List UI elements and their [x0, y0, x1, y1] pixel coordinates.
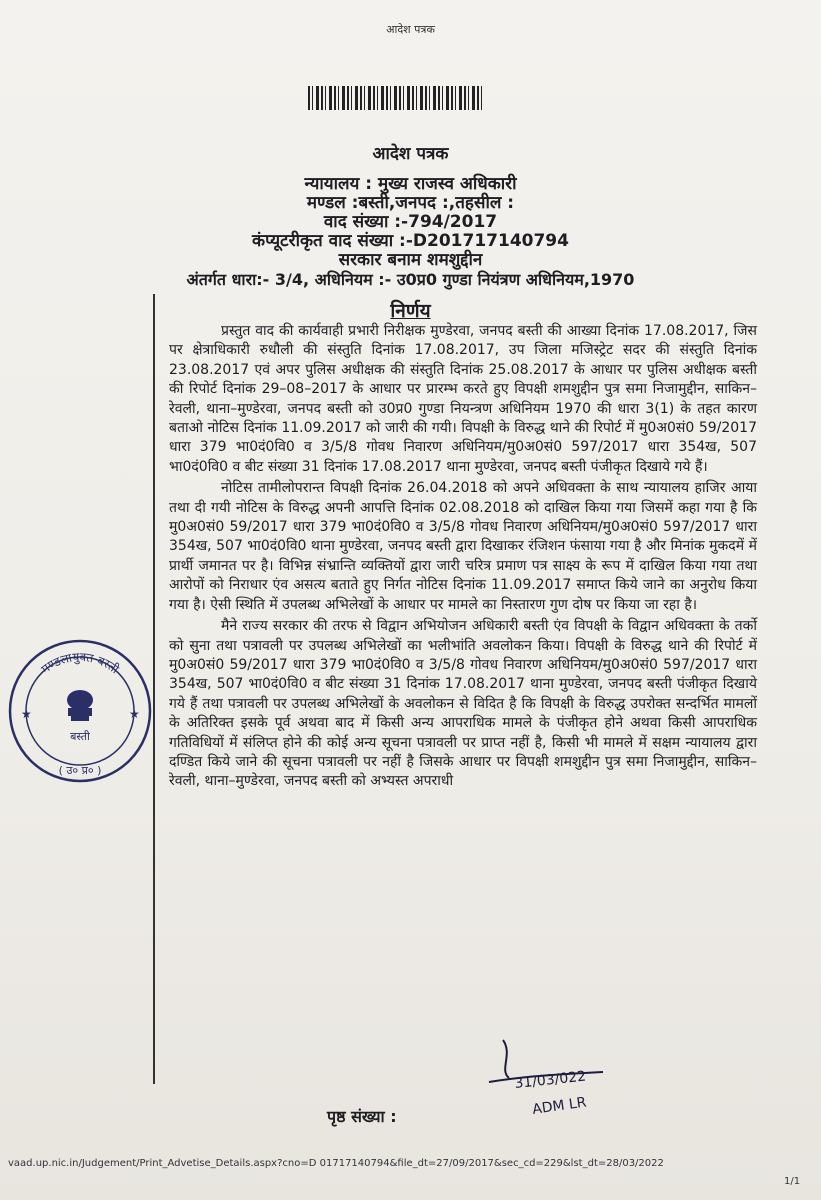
emblem-icon: [67, 690, 93, 721]
signature-date: 31/03/022: [513, 1068, 587, 1092]
seal-star-icon: ★: [129, 707, 140, 721]
seal-center-text: बस्ती: [70, 730, 90, 743]
page-count: 1/1: [784, 1176, 801, 1187]
case-number: वाद संख्या :-794/2017: [323, 212, 498, 232]
signature-name: ADM LR: [531, 1094, 588, 1118]
footer-url: vaad.up.nic.in/Judgement/Print_Advetise_Details.aspx?cno=D 01717140794&file_dt=27/09/2017&sec_cd=229&lst_dt=28/03/2022: [8, 1158, 664, 1169]
signature: [485, 1032, 615, 1128]
document-title: आदेश पत्रक: [372, 144, 449, 164]
section-line: अंतर्गत धारा:- 3/4, अधिनियम :- उ0प्र0 गुण्डा नियंत्रण अधिनियम,1970: [186, 270, 635, 289]
top-label: आदेश पत्रक: [386, 23, 435, 36]
paragraph-1: प्रस्तुत वाद की कार्यवाही प्रभारी निरीक्षक मुण्डेरवा, जनपद बस्ती की आख्या दिनांक 17.08.2017, जिस पर क्षेत्राधिकारी रुधौली की संस्तुति दिनांक 17.08.2017, उप जिला मजिस्ट्रेट सदर की संस्तुति दिनांक 23.08.2017 एवं अपर पुलिस अधीक्षक की संस्तुति दिनांक 25.08.2017 के आधार पर पुलिस अधीक्षक बस्ती की रिपोर्ट दिनांक 29–08–2017 के आधार पर प्रारम्भ करते हुए विपक्षी शमशुद्दीन पुत्र समा निजामुद्दीन, साकिन–रेवली, थाना–मुण्डेरवा, जनपद बस्ती को उ0प्र0 गुण्डा नियन्त्रण अधिनियम 1970 की धारा 3(1) के तहत कारण बताओ नोटिस दिनांक 11.09.2017 को जारी की गयी। विपक्षी के विरुद्ध थाने की रिपोर्ट में मु0अ0सं0 59/2017 धारा 379 भा0दं0वि0 व 3/5/8 गोवध निवारण अधिनियम/मु0अ0सं0 597/2017 धारा 354ख, 507 भा0दं0वि0 व बीट संख्या 31 दिनांक 17.08.2017 थाना मुण्डेरवा, जनपद बस्ती पंजीकृत दिखाये गये हैं।: [169, 323, 757, 475]
computer-case-number: कंप्यूटरीकृत वाद संख्या :-D201717140794: [252, 231, 569, 251]
seal-star-icon: ★: [21, 707, 32, 721]
svg-text:मण्डलायुक्त बस्ती: [38, 650, 122, 677]
seal-lower-text: ( उ० प्र० ): [58, 764, 102, 777]
paragraph-2: नोटिस तामीलोपरान्त विपक्षी दिनांक 26.04.2018 को अपने अधिवक्ता के साथ न्यायालय हाजिर आया तथा दी गयी नोटिस के विरुद्ध अपनी आपत्ति दिनांक 02.08.2018 को दाखिल किया गया जिसमें कहा गया है कि मु0अ0सं0 59/2017 धारा 379 भा0दं0वि0 व 3/5/8 गोवध निवारण अधिनियम/मु0अ0सं0 597/2017 धारा 354ख, 507 भा0दं0वि0 थाना मुण्डेरवा, जनपद बस्ती द्वारा दिखाकर रंजिशन फंसाया गया है और मिनांक मुकदमें में प्रार्थी जमानत पर है। विभिन्न संभ्रान्ति व्यक्तियों द्वारा जारी चरित्र प्रमाण पत्र साक्ष्य के रूप में दाखिल किया गया तथा आरोपों को निराधार एंव असत्य बताते हुए निर्गत नोटिस दिनांक 11.09.2017 समाप्त किये जाने का अनुरोध किया गया है। ऐसी स्थिति में उपलब्ध अभिलेखों के आधार पर मामले का निस्तारण गुण दोष पर किया जा रहा है।: [169, 480, 757, 613]
paragraph-3: मैने राज्य सरकार की तरफ से विद्वान अभियोजन अधिकारी बस्ती एंव विपक्षी के विद्वान अधिवक्ता के तर्को को सुना तथा पत्रावली पर उपलब्ध अभिलेखों का भलीभांति अवलोकन किया। विपक्षी के विरुद्ध थाने की रिपोर्ट में मु0अ0सं0 59/2017 धारा 379 भा0दं0वि0 व 3/5/8 गोवध निवारण अधिनियम/मु0अ0सं0 597/2017 धारा 354ख, 507 भा0दं0वि0 व बीट संख्या 31 दिनांक 17.08.2017 थाना मुण्डेरवा, जनपद बस्ती पंजीकृत दिखाये गये हैं तथा पत्रावली पर उपलब्ध अभिलेखों के अवलोकन से विदित है कि विपक्षी के विरुद्ध उपरोक्त सन्दर्भित मामलों के अतिरिक्त इसके पूर्व अथवा बाद में किसी अन्य आपराधिक मामले के पंजीकृत होने अथवा किसी आपराधिक गतिविधियों में संलिप्त होने की कोई अन्य सूचना पत्रावली पर प्राप्त नहीं है, किसी भी मामले में सक्षम न्यायालय द्वारा दण्डित किये जाने की सूचना पत्रावली पर नहीं है जिसके आधार पर विपक्षी शमशुद्दीन पुत्र समा निजामुद्दीन, साकिन–रेवली, थाना–मुण्डेरवा, जनपद बस्ती को अभ्यस्त अपराधी: [169, 618, 757, 790]
decision-title: निर्णय: [390, 300, 431, 322]
court-line: न्यायालय : मुख्य राजस्व अधिकारी: [304, 174, 517, 194]
seal-upper-text: मण्डलायुक्त बस्ती: [38, 649, 122, 677]
page-number-label: पृष्ठ संख्या :: [327, 1107, 397, 1126]
barcode: [308, 86, 484, 110]
division-line: मण्डल :बस्ती,जनपद :,तहसील :: [306, 193, 515, 213]
decision-body: [169, 322, 757, 794]
official-seal: [5, 636, 155, 786]
parties-line: सरकार बनाम शमशुद्दीन: [338, 250, 483, 270]
case-header: [0, 175, 821, 289]
